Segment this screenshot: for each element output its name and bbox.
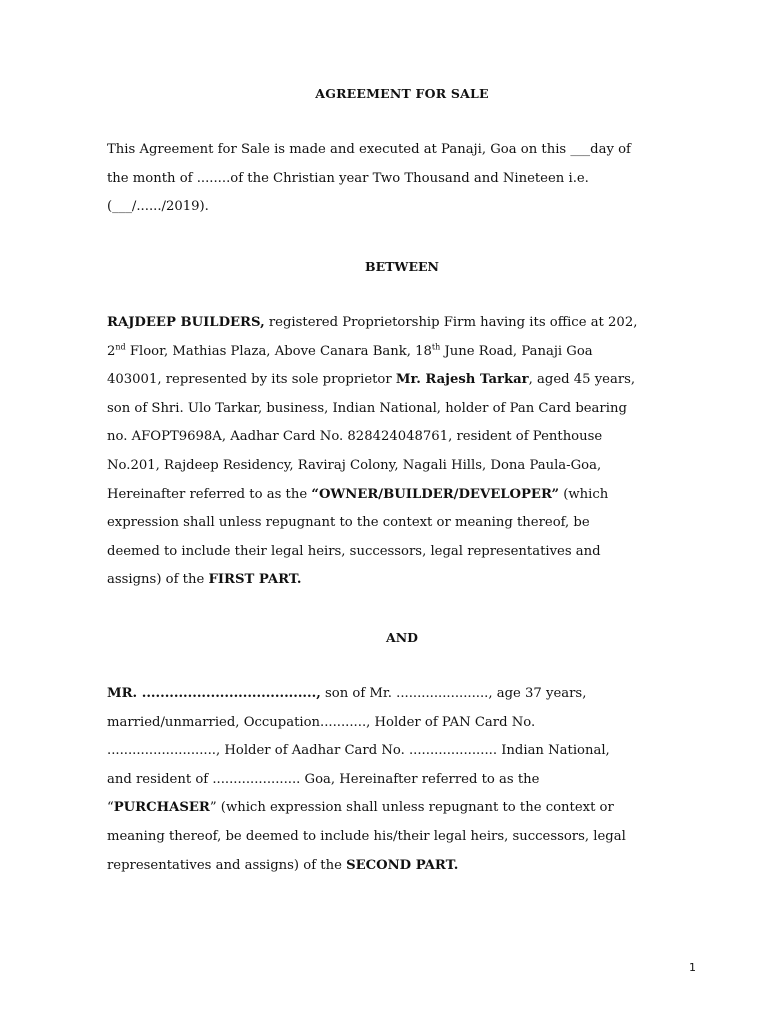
between-heading: BETWEEN <box>365 259 439 274</box>
second-party-line-4 <box>107 766 697 795</box>
second-party-line-2 <box>107 709 697 738</box>
first-party-text-3a: 403001, represented by its sole proprietor <box>107 372 396 388</box>
first-party-text-1: registered Proprietorship Firm having its office at 202, <box>264 315 638 330</box>
ordinal-suffix: nd <box>115 342 126 352</box>
first-party-line-9 <box>107 538 697 567</box>
second-party-text-6: meaning thereof, be deemed to include his/their legal heirs, successors, legal <box>107 828 626 844</box>
second-party-text-3: .........................., Holder of Aadhar Card No. ..................... Indian National, <box>107 743 610 759</box>
second-part-label: SECOND PART. <box>346 857 459 873</box>
document-page <box>107 0 697 1024</box>
quote-open: “ <box>107 800 114 816</box>
intro-line-2 <box>107 165 697 194</box>
page-number: 1 <box>689 961 696 974</box>
second-party-paragraph <box>107 680 697 880</box>
second-party-text-1: son of Mr. ......................, age 37 years, <box>320 686 587 701</box>
and-heading: AND <box>386 630 418 645</box>
first-party-text-5: no. AFOPT9698A, Aadhar Card No. 828424048761, resident of Penthouse <box>107 429 603 445</box>
second-party-line-1 <box>107 680 697 709</box>
first-party-text-10a: assigns) of the <box>107 572 209 588</box>
second-party-text-7a: representatives and assigns) of the <box>107 857 347 873</box>
intro-text-1: This Agreement for Sale is made and executed at Panaji, Goa on this ___day of <box>107 142 631 157</box>
first-party-text-4: son of Shri. Ulo Tarkar, business, Indian National, holder of Pan Card bearing <box>107 400 627 416</box>
first-party-paragraph <box>107 309 697 595</box>
first-part-label: FIRST PART. <box>208 572 302 588</box>
intro-text-2: the month of ........of the Christian year Two Thousand and Nineteen i.e. <box>107 170 589 186</box>
ordinal-suffix: th <box>431 342 441 352</box>
second-party-text-5: ” (which expression shall unless repugnant to the context or <box>209 800 614 816</box>
first-party-line-2 <box>107 338 697 367</box>
proprietor-name: Mr. Rajesh Tarkar <box>395 372 529 388</box>
intro-line-1 <box>107 136 697 165</box>
first-party-text-3c: , aged 45 years, <box>528 372 636 388</box>
document-title: AGREEMENT FOR SALE <box>315 86 489 101</box>
first-party-text-2b: Floor, Mathias Plaza, Above Canara Bank, 18 <box>125 343 432 359</box>
second-party-text-2: married/unmarried, Occupation..........., Holder of PAN Card No. <box>107 714 536 730</box>
first-party-text-2a: 2 <box>107 343 116 359</box>
first-party-line-6 <box>107 452 697 481</box>
owner-designation: “OWNER/BUILDER/DEVELOPER” <box>311 486 560 502</box>
second-party-line-7 <box>107 852 697 881</box>
first-party-line-1 <box>107 309 697 338</box>
second-party-text-4: and resident of ..................... Goa, Hereinafter referred to as the <box>107 771 540 787</box>
first-party-text-9: deemed to include their legal heirs, successors, legal representatives and <box>107 543 601 559</box>
intro-text-3: (___/....../2019). <box>107 199 209 215</box>
first-party-text-6: No.201, Rajdeep Residency, Raviraj Colony, Nagali Hills, Dona Paula-Goa, <box>107 457 602 473</box>
first-party-line-5 <box>107 423 697 452</box>
purchaser-name-blank: MR. ......................................, <box>107 686 321 701</box>
intro-paragraph <box>107 136 697 222</box>
first-party-text-7a: Hereinafter referred to as the <box>107 486 312 502</box>
first-party-text-2c: June Road, Panaji Goa <box>440 343 593 359</box>
first-party-text-7c: (which <box>559 486 609 502</box>
first-party-line-7 <box>107 481 697 510</box>
second-party-line-3 <box>107 737 697 766</box>
first-party-line-10 <box>107 566 697 595</box>
first-party-line-3 <box>107 366 697 395</box>
first-party-line-8 <box>107 509 697 538</box>
intro-line-3 <box>107 193 697 222</box>
purchaser-designation: PURCHASER <box>113 800 210 816</box>
first-party-name: RAJDEEP BUILDERS, <box>107 315 265 330</box>
first-party-text-8: expression shall unless repugnant to the context or meaning thereof, be <box>107 515 590 531</box>
second-party-line-6 <box>107 823 697 852</box>
second-party-line-5 <box>107 794 697 823</box>
first-party-line-4 <box>107 395 697 424</box>
